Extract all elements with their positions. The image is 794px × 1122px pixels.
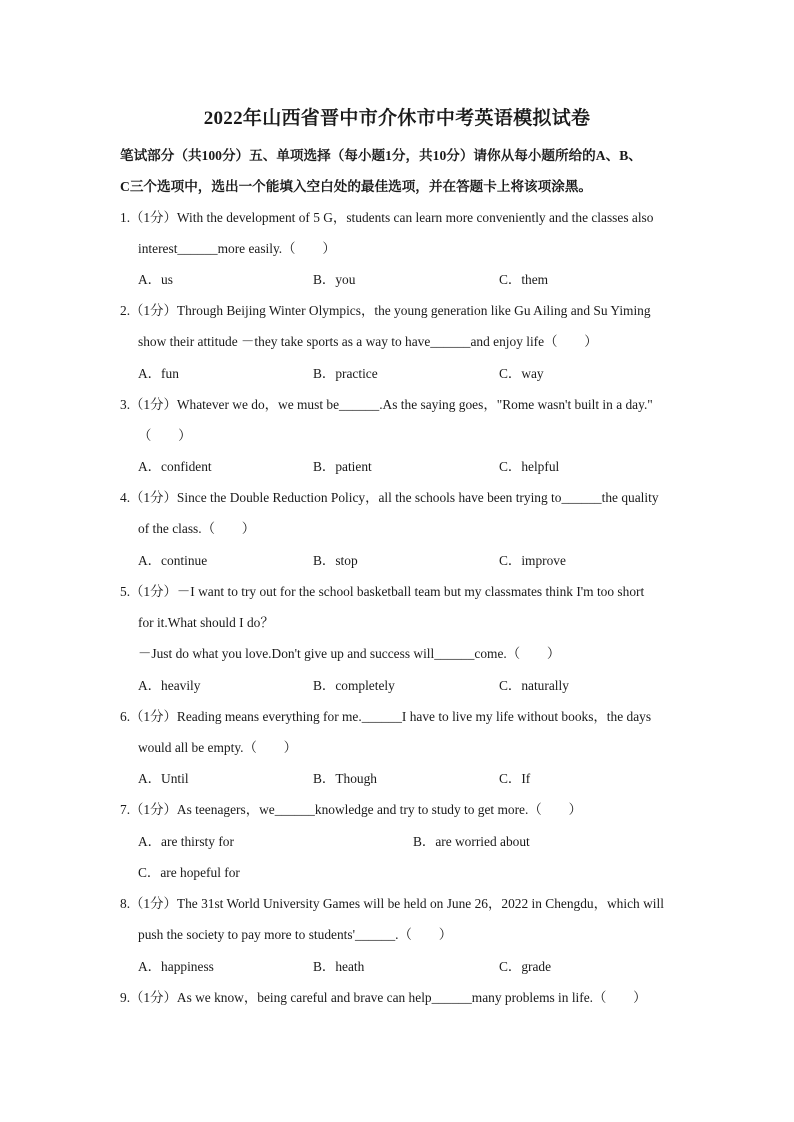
question-4-option-c: C．improve <box>499 553 566 568</box>
question-5-stem-line-2: for it.What should I do？ <box>138 615 274 630</box>
question-2-option-a: A．fun <box>138 366 179 381</box>
question-4-stem-line-2: of the class.（ ） <box>138 521 256 536</box>
question-3-option-b: B．patient <box>313 459 372 474</box>
question-1-stem-line-1: 1.（1分）With the development of 5 G，students can learn more conveniently and the classes also <box>120 210 654 225</box>
question-2-option-c: C．way <box>499 366 544 381</box>
question-7-option-a: A．are thirsty for <box>138 834 234 849</box>
question-1-stem-line-2: interest______more easily.（ ） <box>138 241 336 256</box>
question-8-option-c: C．grade <box>499 959 552 974</box>
question-1-option-b: B．you <box>313 272 356 287</box>
question-6-option-a: A．Until <box>138 771 189 786</box>
question-7-option-b: B．are worried about <box>413 834 530 849</box>
question-1-option-a: A．us <box>138 272 173 287</box>
question-4-option-b: B．stop <box>313 553 358 568</box>
instruction-line-1: 笔试部分（共100分）五、单项选择（每小题1分，共10分）请你从每小题所给的A、B、 <box>120 148 642 163</box>
question-5-stem-line-1: 5.（1分）－I want to try out for the school basketball team but my classmates think I'm too short <box>120 584 645 599</box>
question-7-option-c: C．are hopeful for <box>138 865 240 880</box>
question-7-stem-line-1: 7.（1分）As teenagers，we______knowledge and try to study to get more.（ ） <box>120 802 582 817</box>
question-2-stem-line-2: show their attitude －they take sports as a way to have______and enjoy life（ ） <box>138 334 598 349</box>
question-6-option-b: B．Though <box>313 771 377 786</box>
question-8-option-a: A．happiness <box>138 959 214 974</box>
question-4-option-a: A．continue <box>138 553 208 568</box>
question-2-stem-line-1: 2.（1分）Through Beijing Winter Olympics，the young generation like Gu Ailing and Su Yiming <box>120 303 651 318</box>
instruction-line-2: C三个选项中，选出一个能填入空白处的最佳选项，并在答题卡上将该项涂黑。 <box>120 179 593 194</box>
question-8-stem-line-2: push the society to pay more to students'______.（ ） <box>138 927 453 942</box>
question-3-stem-line-2: （ ） <box>138 428 192 443</box>
question-9-stem-line-1: 9.（1分）As we know，being careful and brave can help______many problems in life.（ ） <box>120 990 647 1005</box>
question-1-option-c: C．them <box>499 272 549 287</box>
question-6-stem-line-2: would all be empty.（ ） <box>138 740 298 755</box>
question-8-option-b: B．heath <box>313 959 365 974</box>
question-5-option-a: A．heavily <box>138 678 201 693</box>
question-2-option-b: B．practice <box>313 366 378 381</box>
question-6-option-c: C．If <box>499 771 531 786</box>
question-3-stem-line-1: 3.（1分）Whatever we do，we must be______.As the saying goes，"Rome wasn't built in a day." <box>120 397 653 412</box>
question-5-option-c: C．naturally <box>499 678 569 693</box>
question-5-option-b: B．completely <box>313 678 395 693</box>
question-3-option-a: A．confident <box>138 459 212 474</box>
question-3-option-c: C．helpful <box>499 459 560 474</box>
question-8-stem-line-1: 8.（1分）The 31st World University Games will be held on June 26，2022 in Chengdu，which will <box>120 896 664 911</box>
question-4-stem-line-1: 4.（1分）Since the Double Reduction Policy，all the schools have been trying to______the quality <box>120 490 659 505</box>
question-5-stem-line-3: －Just do what you love.Don't give up and success will______come.（ ） <box>138 646 561 661</box>
page-title: 2022年山西省晋中市介休市中考英语模拟试卷 <box>203 108 591 129</box>
question-6-stem-line-1: 6.（1分）Reading means everything for me.______I have to live my life without books，the days <box>120 709 652 724</box>
